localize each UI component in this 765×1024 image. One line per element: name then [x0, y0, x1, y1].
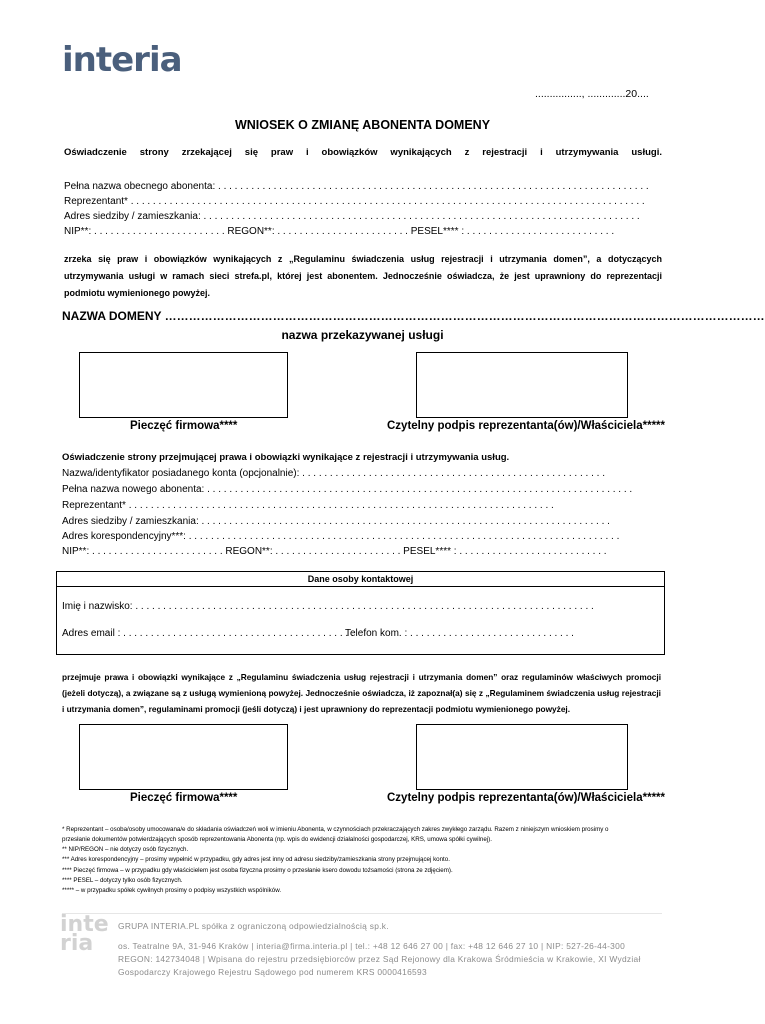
- renounce-text: zrzeka się praw i obowiązków wynikających z „Regulaminu świadczenia usług rejestracji i utrzymania domen”, a dotyczących utrzymywania usługi w ramach sieci strefa.pl, której jest abonentem. Jednocześnie oświadcza, że jest uprawniony do reprezentacji podmiotu wymienionego powyżej.: [64, 254, 662, 298]
- old-address-field[interactable]: Adres siedziby / zamieszkania: . . . . . . . . . . . . . . . . . . . . . . . . . . . . . . . . . . . . . . . . . . . . . . . . . . . . . . . . . . . . . . . . . . . . . . . . . . . . . . .: [64, 211, 640, 222]
- footnote: **** Pieczęć firmowa – w przypadku gdy właścicielem jest osoba fizyczna prosimy o przesłanie ksero dowodu tożsamości (strona ze zdjęciem).: [62, 867, 453, 874]
- company-stamp-box-2[interactable]: [79, 724, 288, 790]
- domain-caption: nazwa przekazywanej usługi: [281, 328, 444, 342]
- old-ids-field[interactable]: NIP**: . . . . . . . . . . . . . . . . . . . . . . . . REGON**: . . . . . . . . . . . . . . . . . . . . . . . . PESEL**** : . . . . . . . . . . . . . . . . . . . . . . . . . . .: [64, 226, 615, 237]
- new-subscriber-name-field[interactable]: Pełna nazwa nowego abonenta: . . . . . . . . . . . . . . . . . . . . . . . . . . . . . . . . . . . . . . . . . . . . . . . . . . . . . . . . . . . . . . . . . . . . . . . . . . . . .: [62, 484, 633, 495]
- interia-footer-logo: inte ria: [60, 912, 109, 956]
- signature-label: Czytelny podpis reprezentanta(ów)/Właściciela*****: [387, 420, 665, 432]
- new-ids-field[interactable]: NIP**: . . . . . . . . . . . . . . . . . . . . . . . . REGON**: . . . . . . . . . . . . . . . . . . . . . . . PESEL**** : . . . . . . . . . . . . . . . . . . . . . . . . . . .: [62, 546, 607, 557]
- section1-statement: Oświadczenie strony zrzekającej się praw i obowiązków wynikających z rejestracji i utrzymywania usługi.: [64, 147, 662, 158]
- footnote: * Reprezentant – osoba/osoby umocowana/e do składania oświadczeń woli w imieniu Abonenta, w czynnościach przekraczających zakres zwykłego zarządu. Razem z niniejszym wnioskiem prosimy o: [62, 826, 609, 833]
- page-title: WNIOSEK O ZMIANĘ ABONENTA DOMENY: [234, 118, 491, 132]
- signature-label-2: Czytelny podpis reprezentanta(ów)/Właściciela*****: [387, 792, 665, 804]
- contact-name-field[interactable]: Imię i nazwisko: . . . . . . . . . . . . . . . . . . . . . . . . . . . . . . . . . . . . . . . . . . . . . . . . . . . . . . . . . . . . . . . . . . . . . . . . . . . . . . . . . . .: [62, 601, 594, 612]
- footnote: przesłanie dokumentów potwierdzających sposób reprezentowania Abonenta (np. wpis do ewidencji działalności gospodarczej, KRS, umowa spółki cywilnej).: [62, 836, 492, 843]
- domain-name-field[interactable]: NAZWA DOMENY ……………………………………………………………………………………………………………………………………: [62, 309, 765, 323]
- date-line: ................, .............20....: [535, 88, 649, 100]
- company-line: GRUPA INTERIA.PL spółka z ograniczoną odpowiedzialnością sp.k.: [118, 921, 389, 931]
- footnote: ** NIP/REGON – nie dotyczy osób fizycznych.: [62, 846, 189, 853]
- company-line: os. Teatralne 9A, 31-946 Kraków | interia@firma.interia.pl | tel.: +48 12 646 27 00 | fax: +48 12 646 27 10 | NIP: 527-26-44-300: [118, 941, 626, 951]
- old-subscriber-name-field[interactable]: Pełna nazwa obecnego abonenta: . . . . . . . . . . . . . . . . . . . . . . . . . . . . . . . . . . . . . . . . . . . . . . . . . . . . . . . . . . . . . . . . . . . . . . . . . . . . . .: [64, 181, 649, 192]
- correspondence-address-field[interactable]: Adres korespondencyjny***: . . . . . . . . . . . . . . . . . . . . . . . . . . . . . . . . . . . . . . . . . . . . . . . . . . . . . . . . . . . . . . . . . . . . . . . . . . . . . .: [62, 531, 620, 542]
- footnote: **** PESEL – dotyczy tylko osób fizycznych.: [62, 877, 183, 884]
- footnote: *** Adres korespondencyjny – prosimy wypełnić w przypadku, gdy adres jest inny od adresu siedziby/zamieszkania strony przejmującej konto.: [62, 856, 450, 863]
- footer-divider: [62, 913, 662, 914]
- footnote: ***** – w przypadku spółek cywilnych prosimy o podpisy wszystkich wspólników.: [62, 887, 282, 894]
- contact-heading: Dane osoby kontaktowej: [57, 572, 664, 587]
- signature-box[interactable]: [416, 352, 628, 418]
- contact-box: [56, 571, 665, 655]
- company-line: REGON: 142734048 | Wpisana do rejestru przedsiębiorców przez Sąd Rejonowy dla Krakowa Śródmieścia w Krakowie, XI Wydział: [118, 954, 641, 964]
- contact-email-field[interactable]: Adres email : . . . . . . . . . . . . . . . . . . . . . . . . . . . . . . . . . . . . . . . . . .: [62, 628, 354, 639]
- company-stamp-label: Pieczęć firmowa****: [130, 420, 238, 432]
- interia-logo: interia: [62, 40, 182, 80]
- accept-text: przejmuje prawa i obowiązki wynikające z „Regulaminu świadczenia usług rejestracji i utrzymania domen” oraz regulaminów właściwych promocji (jeżeli dotyczą), a związane są z usługą wymienioną powyżej. Jednocześnie oświadcza, iż zapoznał(a) się z „Regulaminem świadczenia usług rejestracji i utrzymania domen”, regulaminami promocji (jeśli dotyczą) i jest uprawniony do reprezentacji podmiotu wymienionego powyżej.: [62, 672, 661, 714]
- company-stamp-label-2: Pieczęć firmowa****: [130, 792, 238, 804]
- old-representative-field[interactable]: Reprezentant* . . . . . . . . . . . . . . . . . . . . . . . . . . . . . . . . . . . . . . . . . . . . . . . . . . . . . . . . . . . . . . . . . . . . . . . . . . . . . . . . . . . . . . . . . . . . .: [64, 196, 645, 207]
- new-representative-field[interactable]: Reprezentant* . . . . . . . . . . . . . . . . . . . . . . . . . . . . . . . . . . . . . . . . . . . . . . . . . . . . . . . . . . . . . . . . . . . . . . . . . . . . .: [62, 500, 554, 511]
- signature-box-2[interactable]: [416, 724, 628, 790]
- account-id-field[interactable]: Nazwa/identyfikator posiadanego konta (opcjonalnie): . . . . . . . . . . . . . . . . . . . . . . . . . . . . . . . . . . . . . . . . . . . . . . . . . . . . . . .: [62, 468, 605, 479]
- company-stamp-box[interactable]: [79, 352, 288, 418]
- section2-statement: Oświadczenie strony przejmującej prawa i obowiązki wynikające z rejestracji i utrzymywania usług.: [62, 452, 510, 463]
- company-line: Gospodarczy Krajowego Rejestru Sądowego pod numerem KRS 0000416593: [118, 967, 427, 977]
- new-address-field[interactable]: Adres siedziby / zamieszkania: . . . . . . . . . . . . . . . . . . . . . . . . . . . . . . . . . . . . . . . . . . . . . . . . . . . . . . . . . . . . . . . . . . . . . . . . . .: [62, 516, 610, 527]
- contact-phone-field[interactable]: Telefon kom. : . . . . . . . . . . . . . . . . . . . . . . . . . . . . . .: [345, 628, 574, 639]
